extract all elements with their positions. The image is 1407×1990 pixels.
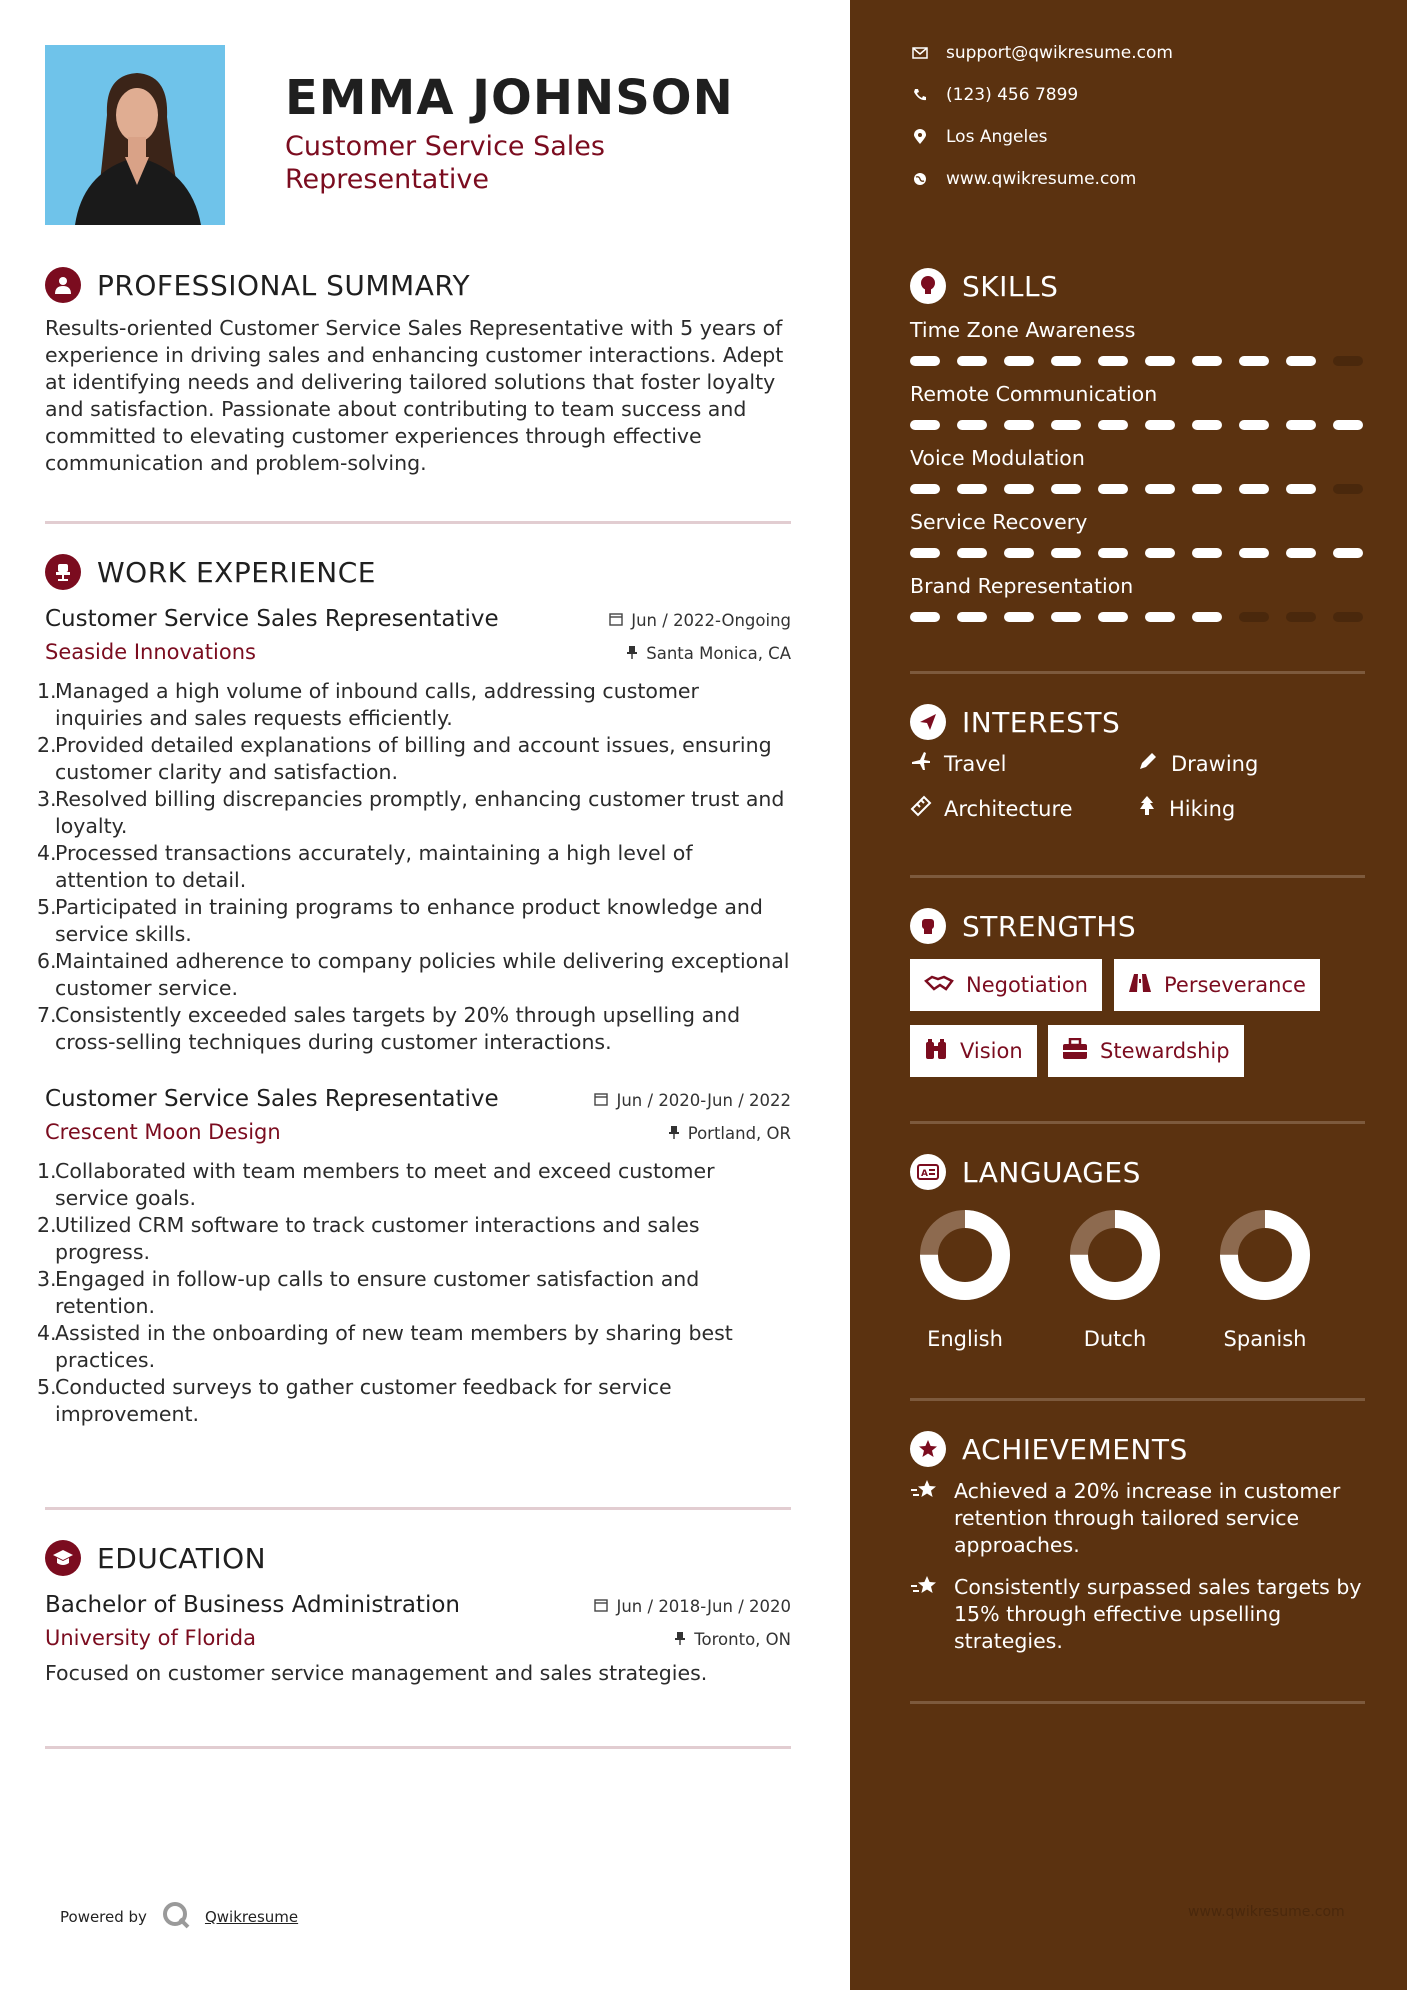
skill-level-dash: [1333, 420, 1363, 430]
job-location: Portland, OR: [687, 1124, 791, 1143]
job-bullets: [37, 678, 791, 1056]
job-entry: [37, 606, 791, 1056]
road-icon: [1128, 973, 1152, 998]
lightbulb-icon: [910, 268, 946, 304]
contact-location: Los Angeles: [910, 127, 1048, 147]
skill-level-meter: [910, 548, 1365, 558]
divider: [910, 1398, 1365, 1401]
chair-icon: [45, 554, 81, 590]
skill-level-dash: [1286, 548, 1316, 558]
skills-header: SKILLS: [910, 268, 1058, 304]
skill-item: [910, 446, 1365, 494]
degree: Bachelor of Business Administration: [45, 1592, 460, 1618]
skill-level-dash: [1145, 420, 1175, 430]
strength-perseverance: Perseverance: [1114, 959, 1320, 1011]
skill-level-dash: [1333, 612, 1363, 622]
strengths-header: STRENGTHS: [910, 908, 1136, 944]
tree-icon: [1137, 795, 1157, 822]
skill-level-dash: [1004, 484, 1034, 494]
pin-icon: [626, 644, 638, 663]
divider: [910, 1701, 1365, 1704]
strength-vision: Vision: [910, 1025, 1037, 1077]
interests-header: INTERESTS: [910, 704, 1120, 740]
skill-level-dash: [1239, 548, 1269, 558]
skill-name: Voice Modulation: [910, 446, 1085, 470]
skill-item: [910, 574, 1365, 622]
skill-level-dash: [1333, 548, 1363, 558]
skill-level-dash: [1051, 356, 1081, 366]
skill-level-dash: [1239, 484, 1269, 494]
interest-drawing: Drawing: [1137, 750, 1258, 777]
footer-site: www.qwikresume.com: [1188, 1904, 1345, 1920]
skill-level-dash: [1004, 356, 1034, 366]
job-company: Seaside Innovations: [45, 640, 256, 664]
graduation-icon: [45, 1540, 81, 1576]
skill-level-dash: [957, 612, 987, 622]
divider: [910, 671, 1365, 674]
skill-level-dash: [1098, 420, 1128, 430]
job-company: Crescent Moon Design: [45, 1120, 281, 1144]
skill-level-dash: [910, 612, 940, 622]
skill-level-dash: [910, 356, 940, 366]
handshake-icon: [924, 973, 954, 998]
education-description: Focused on customer service management and sales strategies.: [45, 1661, 708, 1685]
strength-stewardship: Stewardship: [1048, 1025, 1244, 1077]
proficiency-ring: [1215, 1205, 1315, 1305]
list-item: 2.Provided detailed explanations of billing and account issues, ensuring customer clarity and satisfaction.: [37, 733, 772, 784]
calendar-icon: [594, 1091, 608, 1110]
skill-name: Remote Communication: [910, 382, 1158, 406]
divider: [45, 521, 791, 524]
divider: [45, 1746, 791, 1749]
user-icon: [45, 267, 81, 303]
education-heading: EDUCATION: [97, 1541, 267, 1575]
skill-level-dash: [1051, 420, 1081, 430]
binoculars-icon: [924, 1038, 948, 1065]
list-item: 2.Utilized CRM software to track customer interactions and sales progress.: [37, 1213, 700, 1264]
skill-level-dash: [1286, 420, 1316, 430]
contact-website[interactable]: www.qwikresume.com: [910, 169, 1136, 189]
job-role: Customer Service Sales Representative: [45, 606, 499, 632]
skill-level-meter: [910, 420, 1365, 430]
skill-level-dash: [1098, 612, 1128, 622]
achievements-header: ACHIEVEMENTS: [910, 1431, 1188, 1467]
skill-item: [910, 318, 1365, 366]
divider: [910, 1121, 1365, 1124]
skill-level-dash: [1051, 548, 1081, 558]
proficiency-ring: [1065, 1205, 1165, 1305]
skill-level-dash: [1098, 356, 1128, 366]
skill-level-dash: [1333, 484, 1363, 494]
skill-name: Service Recovery: [910, 510, 1088, 534]
job-role: Customer Service Sales Representative: [45, 1086, 499, 1112]
sidebar: [850, 0, 1407, 1990]
star-icon: [910, 1431, 946, 1467]
skill-level-meter: [910, 612, 1365, 622]
skill-item: [910, 382, 1365, 430]
list-item: 4.Processed transactions accurately, maintaining a high level of attention to detail.: [37, 841, 693, 892]
skill-level-dash: [957, 356, 987, 366]
profile-photo: [45, 45, 225, 225]
ruler-icon: [910, 795, 932, 822]
globe-icon: [910, 172, 930, 186]
summary-section: [45, 265, 791, 477]
skill-level-dash: [910, 484, 940, 494]
list-item: 3.Engaged in follow-up calls to ensure customer satisfaction and retention.: [37, 1267, 700, 1318]
list-item: 6.Maintained adherence to company policies while delivering exceptional customer service.: [37, 949, 790, 1000]
job-location: Santa Monica, CA: [646, 644, 791, 663]
languages-header: A LANGUAGES: [910, 1154, 1141, 1190]
skill-level-meter: [910, 484, 1365, 494]
skill-level-dash: [1286, 612, 1316, 622]
pin-icon: [668, 1124, 680, 1143]
achievement-item: Consistently surpassed sales targets by 15% through effective upselling strategies.: [910, 1574, 1365, 1655]
skill-name: Brand Representation: [910, 574, 1134, 598]
skill-level-dash: [1192, 484, 1222, 494]
skill-level-dash: [1333, 356, 1363, 366]
skill-level-dash: [1192, 612, 1222, 622]
qwikresume-logo-icon: [161, 1900, 191, 1934]
skill-level-dash: [1192, 420, 1222, 430]
proficiency-ring: [915, 1205, 1015, 1305]
powered-by-label: Powered by: [60, 1908, 147, 1926]
map-marker-icon: [910, 129, 930, 145]
experience-section: [37, 552, 791, 1428]
briefcase-icon: [1062, 1038, 1088, 1065]
skill-item: [910, 510, 1365, 558]
contact-phone[interactable]: (123) 456 7899: [910, 85, 1078, 105]
list-item: 4.Assisted in the onboarding of new team members by sharing best practices.: [37, 1321, 733, 1372]
calendar-icon: [594, 1597, 608, 1616]
skill-level-dash: [1239, 612, 1269, 622]
skill-level-dash: [1098, 484, 1128, 494]
plane-icon: [910, 750, 932, 777]
skill-level-dash: [910, 420, 940, 430]
candidate-name: EMMA JOHNSON: [285, 70, 734, 126]
skill-level-dash: [1004, 548, 1034, 558]
skill-level-dash: [1051, 612, 1081, 622]
job-entry: [37, 1086, 791, 1428]
skill-level-dash: [1192, 356, 1222, 366]
education-section: [45, 1538, 791, 1687]
skill-level-dash: [1145, 548, 1175, 558]
language-dutch: Dutch: [1055, 1205, 1175, 1351]
skill-level-dash: [1239, 356, 1269, 366]
job-date: Jun / 2020-Jun / 2022: [616, 1091, 791, 1110]
list-item: 5.Participated in training programs to enhance product knowledge and service skills.: [37, 895, 763, 946]
job-bullets: [37, 1158, 791, 1428]
calendar-icon: [609, 611, 623, 630]
candidate-title: Customer Service Sales Representative: [285, 131, 605, 195]
envelope-icon: [910, 47, 930, 59]
language-spanish: Spanish: [1205, 1205, 1325, 1351]
list-item: 5.Conducted surveys to gather customer feedback for service improvement.: [37, 1375, 672, 1426]
list-item: 1.Collaborated with team members to meet and exceed customer service goals.: [37, 1159, 715, 1210]
education-location: Toronto, ON: [694, 1630, 791, 1649]
svg-text:A: A: [921, 1169, 928, 1179]
brand-link[interactable]: Qwikresume: [204, 1908, 299, 1926]
list-item: 3.Resolved billing discrepancies promptly, enhancing customer trust and loyalty.: [37, 787, 785, 838]
skill-level-dash: [1286, 356, 1316, 366]
skill-level-dash: [957, 548, 987, 558]
skill-level-dash: [957, 420, 987, 430]
divider: [45, 1507, 791, 1510]
skill-level-dash: [1286, 484, 1316, 494]
experience-heading: WORK EXPERIENCE: [97, 555, 376, 589]
summary-heading: PROFESSIONAL SUMMARY: [97, 268, 471, 302]
school: University of Florida: [45, 1626, 256, 1650]
footer: [60, 1900, 298, 1934]
skill-level-dash: [1051, 484, 1081, 494]
contact-email[interactable]: support@qwikresume.com: [910, 43, 1173, 63]
interest-architecture: Architecture: [910, 795, 1073, 822]
skill-level-dash: [957, 484, 987, 494]
phone-icon: [910, 88, 930, 102]
skill-level-dash: [910, 548, 940, 558]
skill-level-dash: [1192, 548, 1222, 558]
achievement-item: Achieved a 20% increase in customer retention through tailored service approaches.: [910, 1478, 1365, 1559]
pencil-icon: [1137, 750, 1159, 777]
skill-level-dash: [1145, 612, 1175, 622]
strength-negotiation: Negotiation: [910, 959, 1102, 1011]
skill-name: Time Zone Awareness: [910, 318, 1136, 342]
interest-travel: Travel: [910, 750, 1006, 777]
list-item: 7.Consistently exceeded sales targets by 20% through upselling and cross-selling techniques during customer interactions.: [37, 1003, 741, 1054]
skill-level-dash: [1004, 420, 1034, 430]
achievement-star-icon: [910, 1574, 940, 1655]
skill-level-meter: [910, 356, 1365, 366]
summary-text: Results-oriented Customer Service Sales Representative with 5 years of experience in driving sales and enhancing customer interactions. Adept at identifying needs and delivering tailored solutions that foster loyalty and satisfaction. Passionate about contributing to team success and committed to elevating customer experiences through effective communication and problem-solving.: [45, 316, 784, 475]
paper-plane-icon: [910, 704, 946, 740]
skill-level-dash: [1239, 420, 1269, 430]
job-date: Jun / 2022-Ongoing: [631, 611, 791, 630]
list-item: 1.Managed a high volume of inbound calls, addressing customer inquiries and sales requests efficiently.: [37, 679, 699, 730]
language-english: English: [905, 1205, 1025, 1351]
skill-level-dash: [1098, 548, 1128, 558]
pin-icon: [674, 1630, 686, 1649]
education-date: Jun / 2018-Jun / 2020: [616, 1597, 791, 1616]
skill-level-dash: [1145, 484, 1175, 494]
interest-hiking: Hiking: [1137, 795, 1235, 822]
skill-level-dash: [1145, 356, 1175, 366]
skill-level-dash: [1004, 612, 1034, 622]
language-icon: [910, 1154, 946, 1190]
divider: [910, 875, 1365, 878]
fist-icon: [910, 908, 946, 944]
achievement-star-icon: [910, 1478, 940, 1559]
